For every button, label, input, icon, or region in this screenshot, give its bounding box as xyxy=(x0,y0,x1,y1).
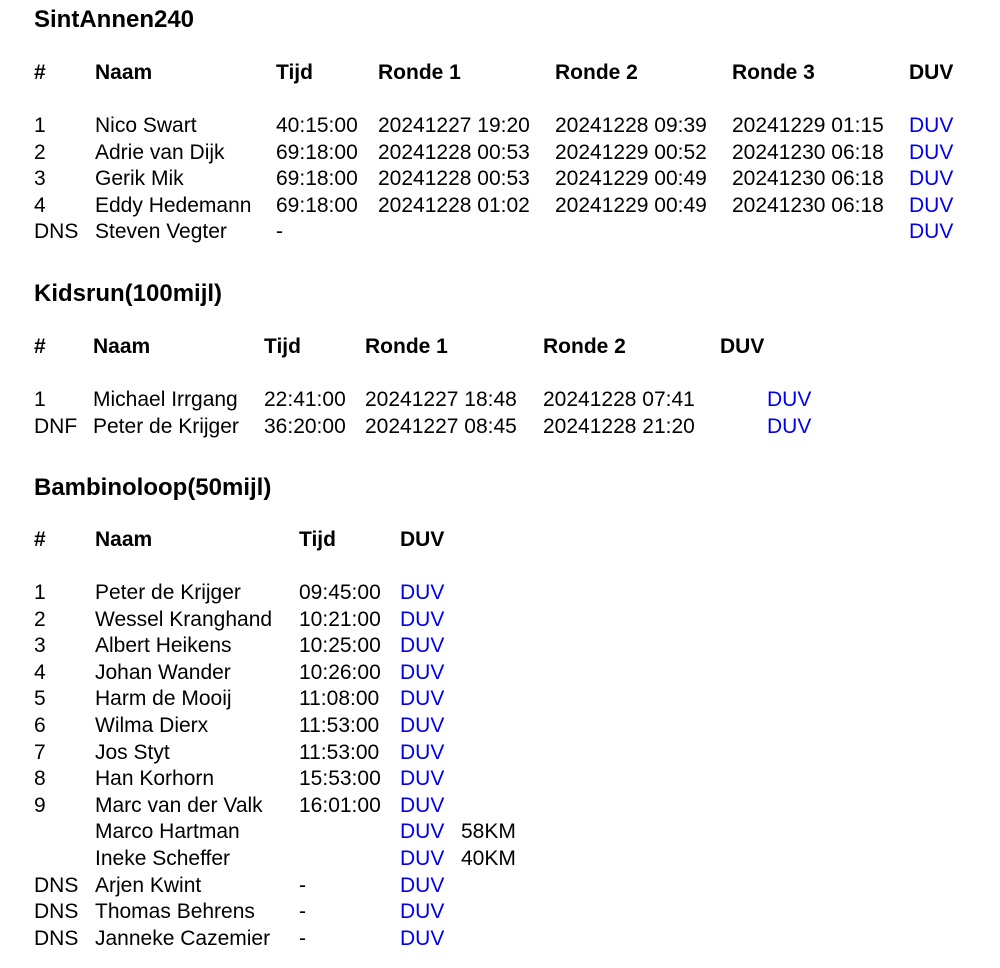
duv-link[interactable]: DUV xyxy=(909,220,954,244)
cell-name: Jos Styt xyxy=(95,740,170,764)
duv-link[interactable]: DUV xyxy=(400,634,445,658)
cell-rank: 2 xyxy=(34,607,46,631)
cell-rank: DNS xyxy=(34,900,79,924)
duv-link[interactable]: DUV xyxy=(400,581,445,604)
cell-distance: 58KM xyxy=(461,820,516,844)
duv-link[interactable]: DUV xyxy=(400,660,445,684)
cell-name: Steven Vegter xyxy=(95,220,227,244)
cell-name: Wilma Dierx xyxy=(95,714,209,737)
cell-round-3: 20241230 06:18 xyxy=(732,167,884,191)
duv-link[interactable]: DUV xyxy=(400,820,445,844)
cell-rank: DNS xyxy=(34,926,79,950)
cell-name: Johan Wander xyxy=(95,660,231,684)
duv-link[interactable]: DUV xyxy=(400,900,445,924)
cell-name: Michael Irrgang xyxy=(93,388,238,411)
cell-rank: DNS xyxy=(34,220,79,244)
duv-link[interactable]: DUV xyxy=(767,414,812,438)
cell-round-3: 20241229 01:15 xyxy=(732,114,884,137)
header-name: Naam xyxy=(95,61,153,84)
cell-round-2: 20241229 00:49 xyxy=(555,193,707,217)
cell-rank: 6 xyxy=(34,714,46,737)
cell-name: Marco Hartman xyxy=(95,820,240,844)
cell-name: Adrie van Dijk xyxy=(95,140,225,164)
header-duv-link: DUV xyxy=(720,335,765,358)
cell-name: Han Korhorn xyxy=(95,767,215,791)
cell-name: Janneke Cazemier xyxy=(95,926,271,950)
cell-time: 40:15:00 xyxy=(276,114,358,137)
header-round-2: Ronde 2 xyxy=(543,335,626,358)
cell-rank: 1 xyxy=(34,114,46,137)
cell-rank: 5 xyxy=(34,687,46,711)
cell-rank: 4 xyxy=(34,193,46,217)
cell-rank: 8 xyxy=(34,767,46,791)
cell-round-1: 20241228 00:53 xyxy=(378,167,530,191)
cell-distance: 40KM xyxy=(461,847,516,870)
duv-link[interactable]: DUV xyxy=(400,714,445,737)
cell-time: 10:21:00 xyxy=(299,607,381,631)
cell-time: - xyxy=(299,926,306,950)
cell-time: - xyxy=(299,873,306,897)
cell-round-1: 20241227 19:20 xyxy=(378,114,530,137)
cell-name: Wessel Kranghand xyxy=(95,607,273,631)
duv-link[interactable]: DUV xyxy=(909,114,954,137)
header-rank: # xyxy=(34,528,46,551)
cell-time: 15:53:00 xyxy=(299,767,381,791)
cell-time: 10:26:00 xyxy=(299,660,381,684)
cell-rank: 2 xyxy=(34,140,46,164)
cell-round-2: 20241229 00:52 xyxy=(555,140,707,164)
cell-time: - xyxy=(276,220,283,244)
cell-time: 69:18:00 xyxy=(276,193,358,217)
cell-name: Thomas Behrens xyxy=(95,900,255,924)
cell-name: Arjen Kwint xyxy=(95,873,202,897)
duv-link[interactable]: DUV xyxy=(400,873,445,897)
duv-link[interactable]: DUV xyxy=(909,167,954,191)
cell-rank: 7 xyxy=(34,740,46,764)
cell-name: Nico Swart xyxy=(95,114,197,137)
duv-link[interactable]: DUV xyxy=(400,793,445,817)
cell-rank: 1 xyxy=(34,581,46,604)
cell-name: Eddy Hedemann xyxy=(95,193,252,217)
duv-link[interactable]: DUV xyxy=(909,140,954,164)
header-time: Tijd xyxy=(264,335,301,358)
cell-time: 10:25:00 xyxy=(299,634,381,658)
cell-rank: 3 xyxy=(34,634,46,658)
cell-time: 11:08:00 xyxy=(299,687,380,711)
section-title-sintannen240: SintAnnen240 xyxy=(34,6,195,33)
cell-round-2: 20241228 21:20 xyxy=(543,414,695,438)
cell-name: Peter de Krijger xyxy=(93,414,239,438)
cell-round-2: 20241228 09:39 xyxy=(555,114,707,137)
duv-link[interactable]: DUV xyxy=(767,388,812,411)
header-round-1: Ronde 1 xyxy=(378,61,461,84)
cell-time: 11:53:00 xyxy=(299,740,380,764)
cell-round-3: 20241230 06:18 xyxy=(732,193,884,217)
header-round-3: Ronde 3 xyxy=(732,61,815,84)
header-duv-link: DUV xyxy=(909,61,954,84)
cell-time: 16:01:00 xyxy=(299,793,381,817)
header-duv-link: DUV xyxy=(400,528,445,551)
cell-round-2: 20241229 00:49 xyxy=(555,167,707,191)
header-name: Naam xyxy=(95,528,153,551)
cell-time: 22:41:00 xyxy=(264,388,346,411)
cell-round-2: 20241228 07:41 xyxy=(543,388,695,411)
cell-time: 09:45:00 xyxy=(299,581,381,604)
cell-name: Marc van der Valk xyxy=(95,793,263,817)
cell-name: Albert Heikens xyxy=(95,634,232,658)
duv-link[interactable]: DUV xyxy=(400,740,445,764)
cell-time: 11:53:00 xyxy=(299,714,380,737)
cell-rank: DNF xyxy=(34,414,78,438)
cell-round-1: 20241228 00:53 xyxy=(378,140,530,164)
duv-link[interactable]: DUV xyxy=(400,767,445,791)
cell-round-1: 20241227 18:48 xyxy=(365,388,517,411)
cell-round-1: 20241228 01:02 xyxy=(378,193,530,217)
section-title-kidsrun: Kidsrun(100mijl) xyxy=(34,280,223,307)
duv-link[interactable]: DUV xyxy=(909,193,954,217)
header-round-2: Ronde 2 xyxy=(555,61,638,84)
cell-name: Gerik Mik xyxy=(95,167,184,191)
header-name: Naam xyxy=(93,335,151,358)
header-time: Tijd xyxy=(299,528,336,551)
duv-link[interactable]: DUV xyxy=(400,926,445,950)
cell-name: Harm de Mooij xyxy=(95,687,232,711)
header-rank: # xyxy=(34,61,46,84)
header-rank: # xyxy=(34,335,46,358)
cell-time: 69:18:00 xyxy=(276,167,358,191)
duv-link[interactable]: DUV xyxy=(400,607,445,631)
header-time: Tijd xyxy=(276,61,313,84)
cell-time: 36:20:00 xyxy=(264,414,346,438)
cell-rank: 4 xyxy=(34,660,46,684)
header-round-1: Ronde 1 xyxy=(365,335,448,358)
cell-rank: 3 xyxy=(34,167,46,191)
cell-round-1: 20241227 08:45 xyxy=(365,414,517,438)
cell-time: 69:18:00 xyxy=(276,140,358,164)
section-title-bambinoloop: Bambinoloop(50mijl) xyxy=(34,474,272,501)
cell-time: - xyxy=(299,900,306,924)
duv-link[interactable]: DUV xyxy=(400,687,445,711)
cell-rank: 1 xyxy=(34,388,46,411)
cell-name: Peter de Krijger xyxy=(95,581,241,604)
cell-name: Ineke Scheffer xyxy=(95,847,231,870)
cell-rank: 9 xyxy=(34,793,46,817)
duv-link[interactable]: DUV xyxy=(400,847,445,870)
cell-rank: DNS xyxy=(34,873,79,897)
cell-round-3: 20241230 06:18 xyxy=(732,140,884,164)
